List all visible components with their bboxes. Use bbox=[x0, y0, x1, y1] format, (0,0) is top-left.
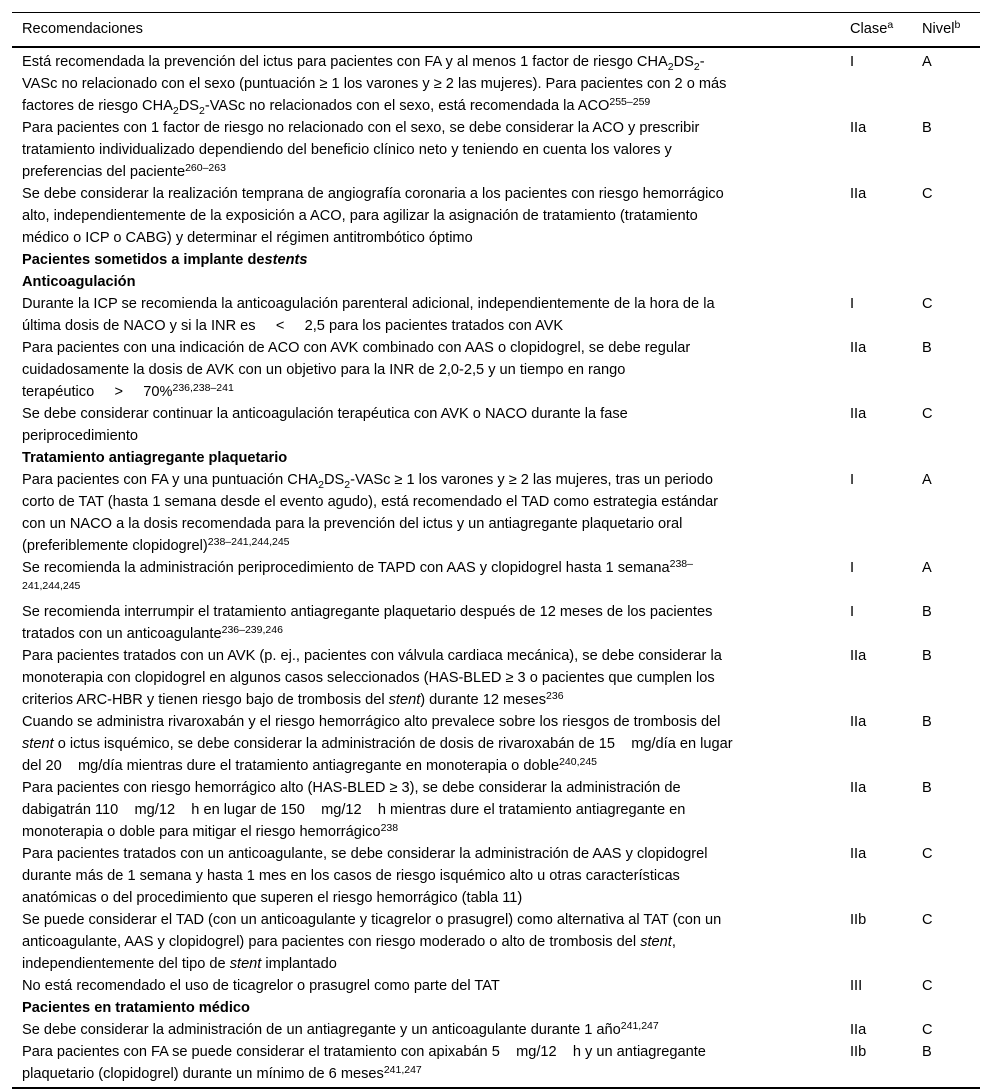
recommendation-text: stent bbox=[22, 736, 54, 752]
recommendation-text: - bbox=[699, 54, 705, 70]
recommendation-text: dabigatrán 110 mg/12 h en lugar de 150 mg/12 h mientras dure el tratamiento antiagregante en bbox=[22, 802, 686, 818]
header-nivel bbox=[912, 20, 980, 38]
nivel-cell: C bbox=[922, 978, 933, 994]
recommendation-text: anatómicas o del procedimiento que superen el riesgo hemorrágico (tabla 11) bbox=[22, 890, 523, 906]
recommendation-cell bbox=[12, 645, 840, 711]
table-row bbox=[12, 337, 980, 403]
recommendation-cell bbox=[12, 51, 840, 117]
recommendation-text: Pacientes sometidos a implante de bbox=[22, 252, 265, 268]
table-header bbox=[12, 13, 980, 48]
recommendation-text: terapéutico > 70% bbox=[22, 384, 173, 400]
recommendation-cell bbox=[12, 447, 840, 469]
recommendation-text: 2 bbox=[172, 104, 179, 117]
table-row bbox=[12, 117, 980, 183]
recommendation-text: Anticoagulación bbox=[22, 274, 136, 290]
recommendation-text: corto de TAT (hasta 1 semana desde el evento agudo), está recomendado el TAD como estrategia estándar bbox=[22, 494, 719, 510]
table-row bbox=[12, 1041, 980, 1085]
clase-cell bbox=[840, 249, 912, 271]
recommendation-cell bbox=[12, 777, 840, 843]
recommendation-text: 238 bbox=[380, 821, 399, 834]
clase-cell: III bbox=[850, 978, 863, 994]
recommendation-text: Pacientes en tratamiento médico bbox=[22, 1000, 250, 1016]
recommendation-text: stent bbox=[388, 692, 421, 708]
recommendation-text: Se recomienda interrumpir el tratamiento antiagregante plaquetario después de 12 meses de los pacientes bbox=[22, 604, 713, 620]
recommendation-text: Se debe considerar la administración de un antiagregante y un anticoagulante durante 1 año bbox=[22, 1022, 621, 1038]
nivel-cell bbox=[912, 249, 980, 271]
recommendation-text: ) durante 12 meses bbox=[420, 692, 547, 708]
table-row bbox=[12, 469, 980, 557]
clase-cell: IIa bbox=[850, 186, 867, 202]
clase-cell: IIa bbox=[850, 714, 867, 730]
recommendation-text: 238–241,244,245 bbox=[207, 535, 290, 548]
header-recomendaciones bbox=[12, 20, 840, 38]
recommendation-text: 2 bbox=[667, 60, 674, 73]
recommendation-text: DS bbox=[673, 54, 694, 70]
clase-cell: IIb bbox=[850, 912, 867, 928]
recommendation-text: monoterapia o doble para mitigar el riesgo hemorrágico bbox=[22, 824, 381, 840]
recommendation-text: , bbox=[671, 934, 676, 950]
header-nivel-footnote-marker: b bbox=[954, 18, 961, 31]
table-row bbox=[12, 601, 980, 645]
recommendation-text: del 20 mg/día mientras dure el tratamiento antiagregante en monoterapia o doble bbox=[22, 758, 560, 774]
recommendation-text: última dosis de NACO y si la INR es < 2,5 para los pacientes tratados con AVK bbox=[22, 318, 564, 334]
recommendation-text: durante más de 1 semana y hasta 1 mes en los casos de riesgo isquémico alto u otras características bbox=[22, 868, 680, 884]
clase-cell bbox=[840, 447, 912, 469]
recommendation-text: DS bbox=[323, 472, 345, 488]
header-recomendaciones-label: Recomendaciones bbox=[22, 21, 143, 37]
recommendation-cell bbox=[12, 1041, 840, 1085]
recommendation-text: stent bbox=[640, 934, 672, 950]
nivel-cell: C bbox=[922, 912, 933, 928]
recommendation-text: No está recomendado el uso de ticagrelor o prasugrel como parte del TAT bbox=[22, 978, 500, 994]
recommendation-text: Para pacientes con una indicación de ACO con AVK combinado con AAS o clopidogrel, se debe regular bbox=[22, 340, 691, 356]
nivel-cell: B bbox=[922, 780, 932, 796]
recommendation-cell bbox=[12, 183, 840, 249]
table-row bbox=[12, 843, 980, 909]
section-row bbox=[12, 997, 980, 1019]
nivel-cell: B bbox=[922, 1044, 932, 1060]
nivel-cell: B bbox=[922, 604, 932, 620]
recommendation-text: VASc no relacionado con el sexo (puntuación ≥ 1 los varones y ≥ 2 las mujeres). Para pacientes con 2 o más bbox=[22, 76, 727, 92]
recommendation-text: 236 bbox=[546, 689, 564, 702]
recommendation-text: alto, independientemente de la exposición a ACO, para agilizar la asignación de tratamiento (tratamiento bbox=[22, 208, 698, 224]
nivel-cell bbox=[912, 997, 980, 1019]
recommendation-text: Para pacientes con 1 factor de riesgo no relacionado con el sexo, se debe considerar la ACO y prescribir bbox=[22, 120, 700, 136]
recommendation-cell bbox=[12, 469, 840, 557]
recommendation-cell bbox=[12, 271, 840, 293]
header-clase-footnote-marker: a bbox=[887, 18, 894, 31]
recommendation-text: 260–263 bbox=[185, 161, 226, 174]
recommendation-text: Para pacientes con riesgo hemorrágico alto (HAS-BLED ≥ 3), se debe considerar la administración de bbox=[22, 780, 681, 796]
recommendation-cell bbox=[12, 337, 840, 403]
recommendation-cell bbox=[12, 997, 840, 1019]
clase-cell: I bbox=[850, 560, 855, 576]
recommendation-text: implantado bbox=[261, 956, 337, 972]
recommendation-text: 2 bbox=[318, 478, 324, 491]
recommendation-text: Se recomienda la administración periprocedimiento de TAPD con AAS y clopidogrel hasta 1 semana bbox=[22, 560, 670, 576]
clase-cell bbox=[840, 997, 912, 1019]
section-row bbox=[12, 447, 980, 469]
table-row bbox=[12, 711, 980, 777]
recommendation-text: Para pacientes con FA y una puntuación CHA bbox=[22, 472, 319, 488]
clase-cell bbox=[840, 271, 912, 293]
recommendation-cell bbox=[12, 293, 840, 337]
recommendation-cell bbox=[12, 403, 840, 447]
clase-cell: IIa bbox=[850, 406, 867, 422]
header-clase bbox=[840, 20, 912, 38]
recommendation-text: monoterapia con clopidogrel en algunos casos seleccionados (HAS-BLED ≥ 3 o pacientes que cumplen los bbox=[22, 670, 715, 686]
nivel-cell: B bbox=[922, 648, 932, 664]
nivel-cell: C bbox=[922, 406, 933, 422]
clase-cell: I bbox=[850, 54, 855, 70]
recommendation-text: independientemente del tipo de bbox=[22, 956, 230, 972]
header-clase-label: Clase bbox=[850, 21, 888, 37]
table-row bbox=[12, 975, 980, 997]
table-row bbox=[12, 1019, 980, 1041]
recommendation-text: periprocedimiento bbox=[22, 428, 139, 444]
recommendation-text: médico o ICP o CABG) y determinar el régimen antitrombótico óptimo bbox=[22, 230, 473, 246]
clase-cell: IIa bbox=[850, 846, 867, 862]
clase-cell: I bbox=[850, 296, 855, 312]
nivel-cell: A bbox=[922, 54, 932, 70]
recommendation-cell bbox=[12, 557, 840, 601]
recommendation-text: 2 bbox=[199, 104, 205, 117]
recommendation-text: tratados con un anticoagulante bbox=[22, 626, 222, 642]
table-row bbox=[12, 557, 980, 601]
clase-cell: IIa bbox=[850, 780, 867, 796]
recommendation-cell bbox=[12, 711, 840, 777]
recommendation-cell bbox=[12, 909, 840, 975]
clase-cell: I bbox=[850, 472, 855, 488]
clase-cell: IIa bbox=[850, 1022, 867, 1038]
nivel-cell: C bbox=[922, 1022, 933, 1038]
nivel-cell bbox=[912, 447, 980, 469]
recommendation-text: Está recomendada la prevención del ictus para pacientes con FA y al menos 1 factor de riesgo CHA bbox=[22, 54, 668, 70]
recommendation-cell bbox=[12, 975, 840, 997]
recommendation-cell bbox=[12, 843, 840, 909]
clase-cell: IIa bbox=[850, 648, 867, 664]
recommendation-text: -VASc no relacionados con el sexo, está recomendada la ACO bbox=[204, 98, 610, 114]
table-row bbox=[12, 403, 980, 447]
recommendation-text: factores de riesgo CHA bbox=[22, 98, 173, 114]
table-row bbox=[12, 51, 980, 117]
recommendation-text: Se puede considerar el TAD (con un anticoagulante y ticagrelor o prasugrel) como alternativa al TAT (con un bbox=[22, 912, 722, 928]
recommendation-text: 238– bbox=[669, 557, 693, 570]
recommendation-text: Durante la ICP se recomienda la anticoagulación parenteral adicional, independientemente de la hora de la bbox=[22, 296, 715, 312]
recommendation-text: Se debe considerar continuar la anticoagulación terapéutica con AVK o NACO durante la fase bbox=[22, 406, 628, 422]
recommendations-table bbox=[12, 12, 980, 1089]
recommendation-text: DS bbox=[178, 98, 199, 114]
section-row bbox=[12, 249, 980, 271]
table-row bbox=[12, 909, 980, 975]
recommendation-text: stent bbox=[229, 956, 262, 972]
recommendation-text: 236–239,246 bbox=[221, 623, 283, 636]
nivel-cell: C bbox=[922, 186, 933, 202]
recommendation-text: plaquetario (clopidogrel) durante un mínimo de 6 meses bbox=[22, 1066, 384, 1082]
recommendation-text: 236,238–241 bbox=[172, 381, 234, 394]
recommendation-text: 241,247 bbox=[620, 1019, 659, 1032]
table-row bbox=[12, 183, 980, 249]
clase-cell: IIa bbox=[850, 120, 867, 136]
clase-cell: I bbox=[850, 604, 855, 620]
table-row bbox=[12, 645, 980, 711]
recommendation-text: cuidadosamente la dosis de AVK con un objetivo para la INR de 2,0-2,5 y un tiempo en rango bbox=[22, 362, 626, 378]
recommendation-text: 2 bbox=[693, 60, 700, 73]
section-row bbox=[12, 271, 980, 293]
table-row bbox=[12, 777, 980, 843]
header-nivel-label: Nivel bbox=[922, 21, 955, 37]
recommendation-text: 240,245 bbox=[559, 755, 598, 768]
recommendation-text: tratamiento individualizado dependiendo del beneficio clínico neto y teniendo en cuenta los valores y bbox=[22, 142, 672, 158]
recommendation-text: 241,244,245 bbox=[22, 579, 81, 592]
table-body bbox=[12, 48, 980, 1087]
recommendation-text: con un NACO a la dosis recomendada para la prevención del ictus y un antiagregante plaquetario oral bbox=[22, 516, 683, 532]
recommendation-text: Cuando se administra rivaroxabán y el riesgo hemorrágico alto prevalece sobre los riesgos de trombosis del bbox=[22, 714, 721, 730]
recommendation-text: Para pacientes tratados con un AVK (p. ej., pacientes con válvula cardiaca mecánica), se debe considerar la bbox=[22, 648, 722, 664]
nivel-cell: A bbox=[922, 560, 932, 576]
clase-cell: IIb bbox=[850, 1044, 867, 1060]
recommendation-text: preferencias del paciente bbox=[22, 164, 186, 180]
recommendation-text: Tratamiento antiagregante plaquetario bbox=[22, 450, 288, 466]
nivel-cell bbox=[912, 271, 980, 293]
recommendation-text: -VASc ≥ 1 los varones y ≥ 2 las mujeres, tras un periodo bbox=[350, 472, 714, 488]
recommendation-text: (preferiblemente clopidogrel) bbox=[22, 538, 208, 554]
nivel-cell: C bbox=[922, 846, 933, 862]
recommendation-text: Para pacientes tratados con un anticoagulante, se debe considerar la administración de AAS y clopidogrel bbox=[22, 846, 708, 862]
recommendation-cell bbox=[12, 249, 840, 271]
recommendation-cell bbox=[12, 117, 840, 183]
nivel-cell: A bbox=[922, 472, 932, 488]
nivel-cell: C bbox=[922, 296, 933, 312]
nivel-cell: B bbox=[922, 340, 932, 356]
nivel-cell: B bbox=[922, 714, 932, 730]
recommendation-text: Para pacientes con FA se puede considerar el tratamiento con apixabán 5 mg/12 h y un antiagregante bbox=[22, 1044, 706, 1060]
nivel-cell: B bbox=[922, 120, 932, 136]
recommendation-text: 255–259 bbox=[609, 95, 651, 108]
recommendation-text: criterios ARC-HBR y tienen riesgo bajo de trombosis del bbox=[22, 692, 389, 708]
recommendation-cell bbox=[12, 601, 840, 645]
recommendation-text: 2 bbox=[344, 478, 351, 491]
table-row bbox=[12, 293, 980, 337]
recommendation-text: stents bbox=[264, 252, 308, 268]
clase-cell: IIa bbox=[850, 340, 867, 356]
recommendation-text: o ictus isquémico, se debe considerar la administración de dosis de rivaroxabán de 15 mg/día en lugar bbox=[53, 736, 733, 752]
recommendation-cell bbox=[12, 1019, 840, 1041]
recommendation-text: anticoagulante, AAS y clopidogrel) para pacientes con riesgo moderado o alto de trombosis del bbox=[22, 934, 641, 950]
recommendation-text: Se debe considerar la realización temprana de angiografía coronaria a los pacientes con riesgo hemorrágico bbox=[22, 186, 724, 202]
recommendation-text: 241,247 bbox=[383, 1063, 422, 1076]
